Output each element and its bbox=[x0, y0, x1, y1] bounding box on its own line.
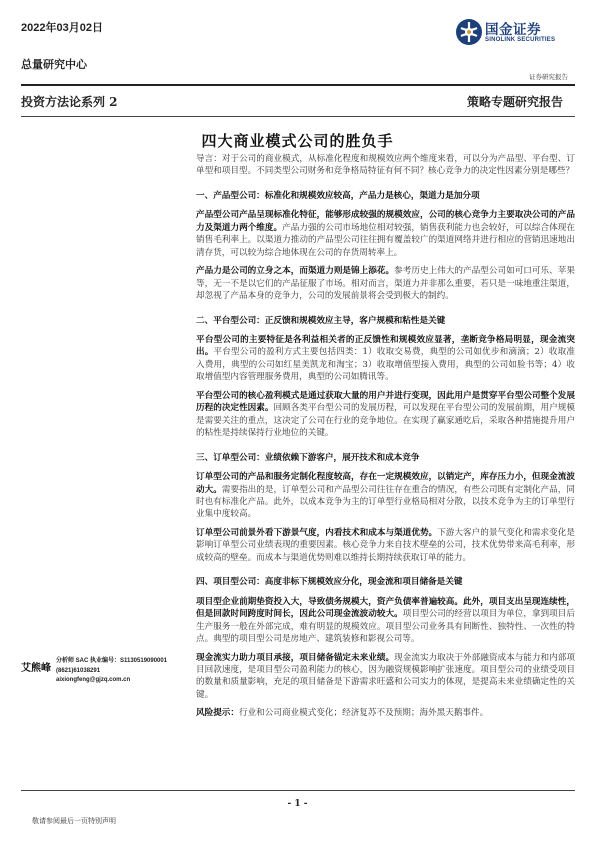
section-heading: 四、项目型公司：高度非标下规模效应分化，现金流和项目储备是关键 bbox=[196, 577, 463, 588]
paragraph-text: 平台型公司的盈利方式主要包括四类：1）收取交易费，典型的公司如优步和滴滴；2）收取准入费用，典型的公司如红星美凯龙和淘宝；3）收取增值型接入费用，典型的公司如脸书等；4）收取增值型内容管理服务费用，典型的公司如腾讯等。 bbox=[196, 347, 575, 383]
key-point: 产品力是公司的立身之本，而渠道力则是锦上添花。 bbox=[196, 266, 395, 277]
key-point: 订单型公司的产品和服务定制化程度较高，存在一定规模效应，以销定产，库存压力小，但现金流波动大。 bbox=[196, 472, 575, 495]
analyst-email[interactable]: aixiongfeng@gjzq.com.cn bbox=[56, 677, 131, 683]
body-paragraph bbox=[196, 209, 575, 259]
risk-text: 行业和公司商业模式变化；经济复苏不及预期；海外黑天鹅事件。 bbox=[238, 708, 489, 719]
paragraph-text: 下游大客户的景气变化和需求变化是影响订单型公司业绩表现的重要因素。核心竞争力来自技术壁垒的公司，技术优势带来高毛利率，形成较高的壁垒。而成本与渠道优势则难以维持长期持续获取订单的能力。 bbox=[196, 527, 575, 563]
disclaimer-hint[interactable]: 敬请参阅最后一页特别声明 bbox=[32, 817, 116, 825]
analyst-license: 分析师 SAC 执业编号：S1130519090001 bbox=[56, 658, 168, 664]
risk-warning bbox=[196, 707, 575, 719]
key-point: 产品型公司产品呈现标准化特征，能够形成较强的规模效应，公司的核心竞争力主要取决公司的产品力及渠道力两个维度。 bbox=[196, 210, 575, 233]
analyst-contact bbox=[56, 657, 167, 686]
logo-tagline: 证券研究报告 bbox=[529, 73, 568, 81]
analyst-name: 艾熊峰 bbox=[21, 663, 51, 674]
paragraph-text: 现金流实力取决于外部融资成本与能力和内部项目回款速度，是项目型公司盈利能力的核心，因为融资规模影响扩张速度。项目型公司的业绩受项目的数量和质量影响，充足的项目储备是下游需求旺盛和公司实力的体现，是提高未来业绩确定性的关键。 bbox=[196, 652, 575, 700]
body-paragraph bbox=[196, 334, 575, 384]
key-point: 项目型企业前期垫资投入大，导致债务规模大，资产负债率普遍较高。此外，项目支出呈现连续性，但是回款时间跨度时间长，因此公司现金流波动较大。 bbox=[196, 596, 575, 620]
report-type: 策略专题研究报告 bbox=[466, 95, 563, 109]
section-heading: 二、平台型公司：正反馈和规模效应主导，客户规模和粘性是关键 bbox=[196, 315, 446, 326]
key-point: 平台型公司的核心盈利模式是通过获取大量的用户并进行变现，因此用户是贯穿平台型公司整个发展历程的决定性因素。 bbox=[196, 390, 575, 414]
key-point: 平台型公司的主要特征是各利益相关者的正反馈性和规模效应显著，垄断竞争格局明显，现金流突出。 bbox=[196, 334, 575, 358]
paragraph-text: 回顾各类平台型公司的发展历程，可以发现在平台型公司的发展前期，用户规模是需要关注的重点，这决定了公司在行业的竞争地位。在实现了赢家通吃后，采取各种措施提升用户的粘性是持续保持行业地位的关键。 bbox=[196, 403, 575, 439]
body-paragraph bbox=[196, 390, 575, 440]
department-name: 总量研究中心 bbox=[21, 58, 87, 71]
report-date: 2022年03月02日 bbox=[21, 22, 103, 34]
body-paragraph bbox=[196, 265, 575, 302]
section-heading: 一、产品型公司：标准化和规模效应较高，产品力是核心，渠道力是加分项 bbox=[196, 190, 480, 201]
logo-name-cn: 国金证券 bbox=[485, 22, 541, 38]
report-body bbox=[196, 153, 575, 726]
paragraph-text: 产品力强的公司市场地位相对较强，销售获利能力也会较好，可以综合体现在销售毛利率上。以渠道力推动的产品型公司往往拥有覆盖较广的渠道网络并进行相应的营销迅速地出清存货，可以较为综合地体现在公司的存货周转率上。 bbox=[196, 222, 575, 258]
risk-label: 风险提示： bbox=[196, 708, 239, 719]
intro-paragraph: 导言：对于公司的商业模式，从标准化程度和规模效应两个维度来看，可以分为产品型、平台型、订单型和项目型。不同类型公司财务和竞争格局特征有何不同？核心竞争力的决定性因素分别是哪些？ bbox=[196, 154, 575, 177]
key-point: 现金流实力助力项目承接，项目储备锚定未来业绩。 bbox=[196, 652, 395, 663]
key-point: 订单型公司前景外看下游景气度，内看技术和成本与渠道优势。 bbox=[196, 527, 438, 538]
series-name: 投资方法论系列 2 bbox=[21, 95, 118, 109]
body-paragraph bbox=[196, 652, 575, 702]
body-paragraph bbox=[196, 596, 575, 646]
paragraph-text: 参考历史上伟大的产品型公司如可口可乐、苹果等，无一不是以它们的产品征服了市场。相对而言，渠道力并非那么重要，若只是一味地重注渠道，却忽视了产品本身的竞争力，公司的发展前景将会受到极大的制约。 bbox=[196, 266, 575, 302]
report-title: 四大商业模式公司的胜负手 bbox=[201, 132, 394, 150]
footer-divider bbox=[21, 790, 575, 791]
sinolink-emblem-icon bbox=[455, 18, 483, 46]
page-number: - 1 - bbox=[287, 799, 308, 809]
paragraph-text: 需要指出的是，订单型公司和产品型公司往往存在重合的情况，有些公司既有定制化产品，同时也有标准化产品。此外，以成本竞争为主的订单型行业格局相对分散，以技术竞争为主的订单型行业集中度较高。 bbox=[196, 484, 575, 520]
section-heading: 三、订单型公司：业绩依赖下游客户，展开技术和成本竞争 bbox=[196, 452, 420, 463]
header-divider bbox=[21, 84, 575, 86]
logo-name-en: SINOLINK SECURITIES bbox=[485, 37, 556, 43]
paragraph-text: 项目型公司的经营以项目为单位，拿到项目后生产服务一般在外部完成，难有明显的规模效应。项目型公司业务具有间断性、独特性、一次性的特点。典型的项目型公司是房地产、建筑装修和影视公司等。 bbox=[196, 609, 575, 645]
analyst-phone: (8621)61038291 bbox=[56, 667, 101, 674]
sinolink-logo bbox=[455, 15, 570, 53]
body-paragraph bbox=[196, 471, 575, 521]
body-paragraph bbox=[196, 527, 575, 564]
title-divider bbox=[21, 116, 575, 117]
